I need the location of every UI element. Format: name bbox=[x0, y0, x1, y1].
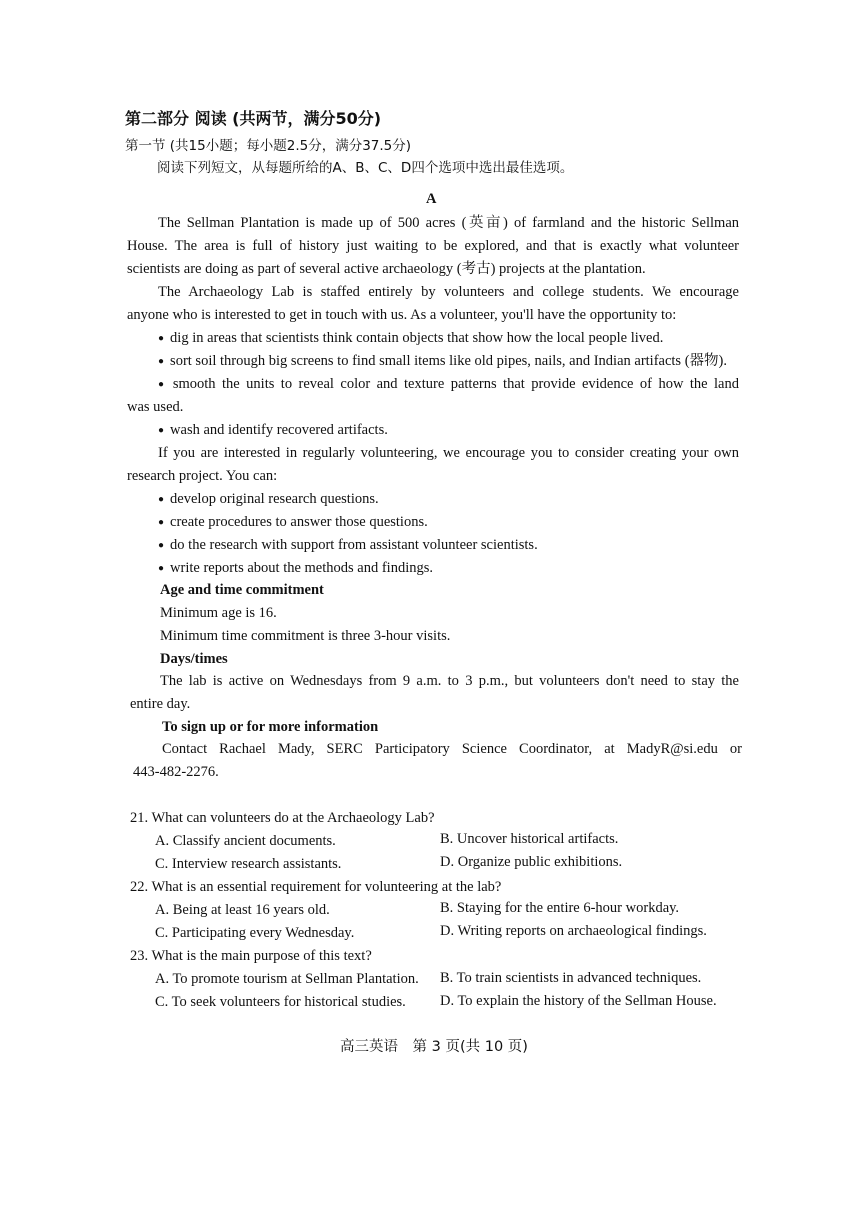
signup-heading: To sign up or for more information bbox=[162, 719, 379, 735]
research-item: ● develop original research questions. bbox=[158, 489, 379, 511]
paragraph-2-line-2: anyone who is interested to get in touch with us. As a volunteer, you'll have the opportunity to: bbox=[127, 307, 677, 323]
passage-label: A bbox=[426, 191, 437, 207]
option-a: A. Classify ancient documents. bbox=[155, 833, 336, 849]
opportunity-item: ● sort soil through big screens to find small items like old pipes, nails, and Indian artifacts (器物). bbox=[158, 351, 727, 373]
days-line-1: The lab is active on Wednesdays from 9 a.m. to 3 p.m., but volunteers don't need to stay the bbox=[160, 673, 739, 689]
option-a: A. To promote tourism at Sellman Plantation. bbox=[155, 971, 419, 987]
research-item: ● create procedures to answer those questions. bbox=[158, 512, 428, 534]
part-title: 第二部分 阅读 (共两节，满分50分) bbox=[125, 109, 382, 128]
paragraph-2-line-1: The Archaeology Lab is staffed entirely by volunteers and college students. We encourage bbox=[158, 284, 739, 300]
option-d: D. Writing reports on archaeological findings. bbox=[440, 923, 707, 939]
option-a: A. Being at least 16 years old. bbox=[155, 902, 330, 918]
opportunity-item: ● smooth the units to reveal color and texture patterns that provide evidence of how the land bbox=[158, 374, 739, 396]
question-stem: 23. What is the main purpose of this text? bbox=[130, 948, 372, 964]
question-stem: 22. What is an essential requirement for volunteering at the lab? bbox=[130, 879, 502, 895]
opportunity-item-continued: was used. bbox=[127, 399, 184, 415]
research-item: ● do the research with support from assistant volunteer scientists. bbox=[158, 535, 538, 557]
age-line: Minimum age is 16. bbox=[160, 605, 277, 621]
opportunity-item: ● dig in areas that scientists think contain objects that show how the local people lived. bbox=[158, 328, 663, 350]
option-d: D. To explain the history of the Sellman House. bbox=[440, 993, 717, 1009]
option-b: B. Uncover historical artifacts. bbox=[440, 831, 619, 847]
page-footer: 高三英语 第 3 页(共 10 页) bbox=[340, 1039, 528, 1055]
paragraph-1-line-2: House. The area is full of history just waiting to be explored, and that is exactly what volunteer bbox=[127, 238, 739, 254]
option-b: B. Staying for the entire 6-hour workday. bbox=[440, 900, 680, 916]
option-c: C. Interview research assistants. bbox=[155, 856, 342, 872]
signup-line-2: 443-482-2276. bbox=[133, 764, 219, 780]
paragraph-3-line-2: research project. You can: bbox=[127, 468, 278, 484]
days-heading: Days/times bbox=[160, 651, 228, 667]
days-line-2: entire day. bbox=[130, 696, 191, 712]
research-item: ● write reports about the methods and findings. bbox=[158, 558, 433, 580]
opportunity-item: ● wash and identify recovered artifacts. bbox=[158, 420, 388, 442]
signup-line-1: Contact Rachael Mady, SERC Participatory Science Coordinator, at MadyR@si.edu or bbox=[162, 741, 742, 757]
option-d: D. Organize public exhibitions. bbox=[440, 854, 623, 870]
instructions: 阅读下列短文，从每题所给的A、B、C、D四个选项中选出最佳选项。 bbox=[157, 160, 574, 176]
section-title: 第一节 (共15小题；每小题2.5分，满分37.5分) bbox=[125, 138, 412, 154]
option-c: C. Participating every Wednesday. bbox=[155, 925, 355, 941]
option-b: B. To train scientists in advanced techniques. bbox=[440, 970, 702, 986]
time-line: Minimum time commitment is three 3-hour visits. bbox=[160, 628, 451, 644]
paragraph-3-line-1: If you are interested in regularly volunteering, we encourage you to consider creating your own bbox=[158, 445, 739, 461]
paragraph-1-line-3: scientists are doing as part of several active archaeology (考古) projects at the plantation. bbox=[127, 261, 646, 277]
option-c: C. To seek volunteers for historical studies. bbox=[155, 994, 406, 1010]
paragraph-1-line-1: The Sellman Plantation is made up of 500 acres (英亩) of farmland and the historic Sellman bbox=[158, 215, 739, 231]
question-stem: 21. What can volunteers do at the Archaeology Lab? bbox=[130, 810, 435, 826]
age-heading: Age and time commitment bbox=[160, 582, 324, 598]
